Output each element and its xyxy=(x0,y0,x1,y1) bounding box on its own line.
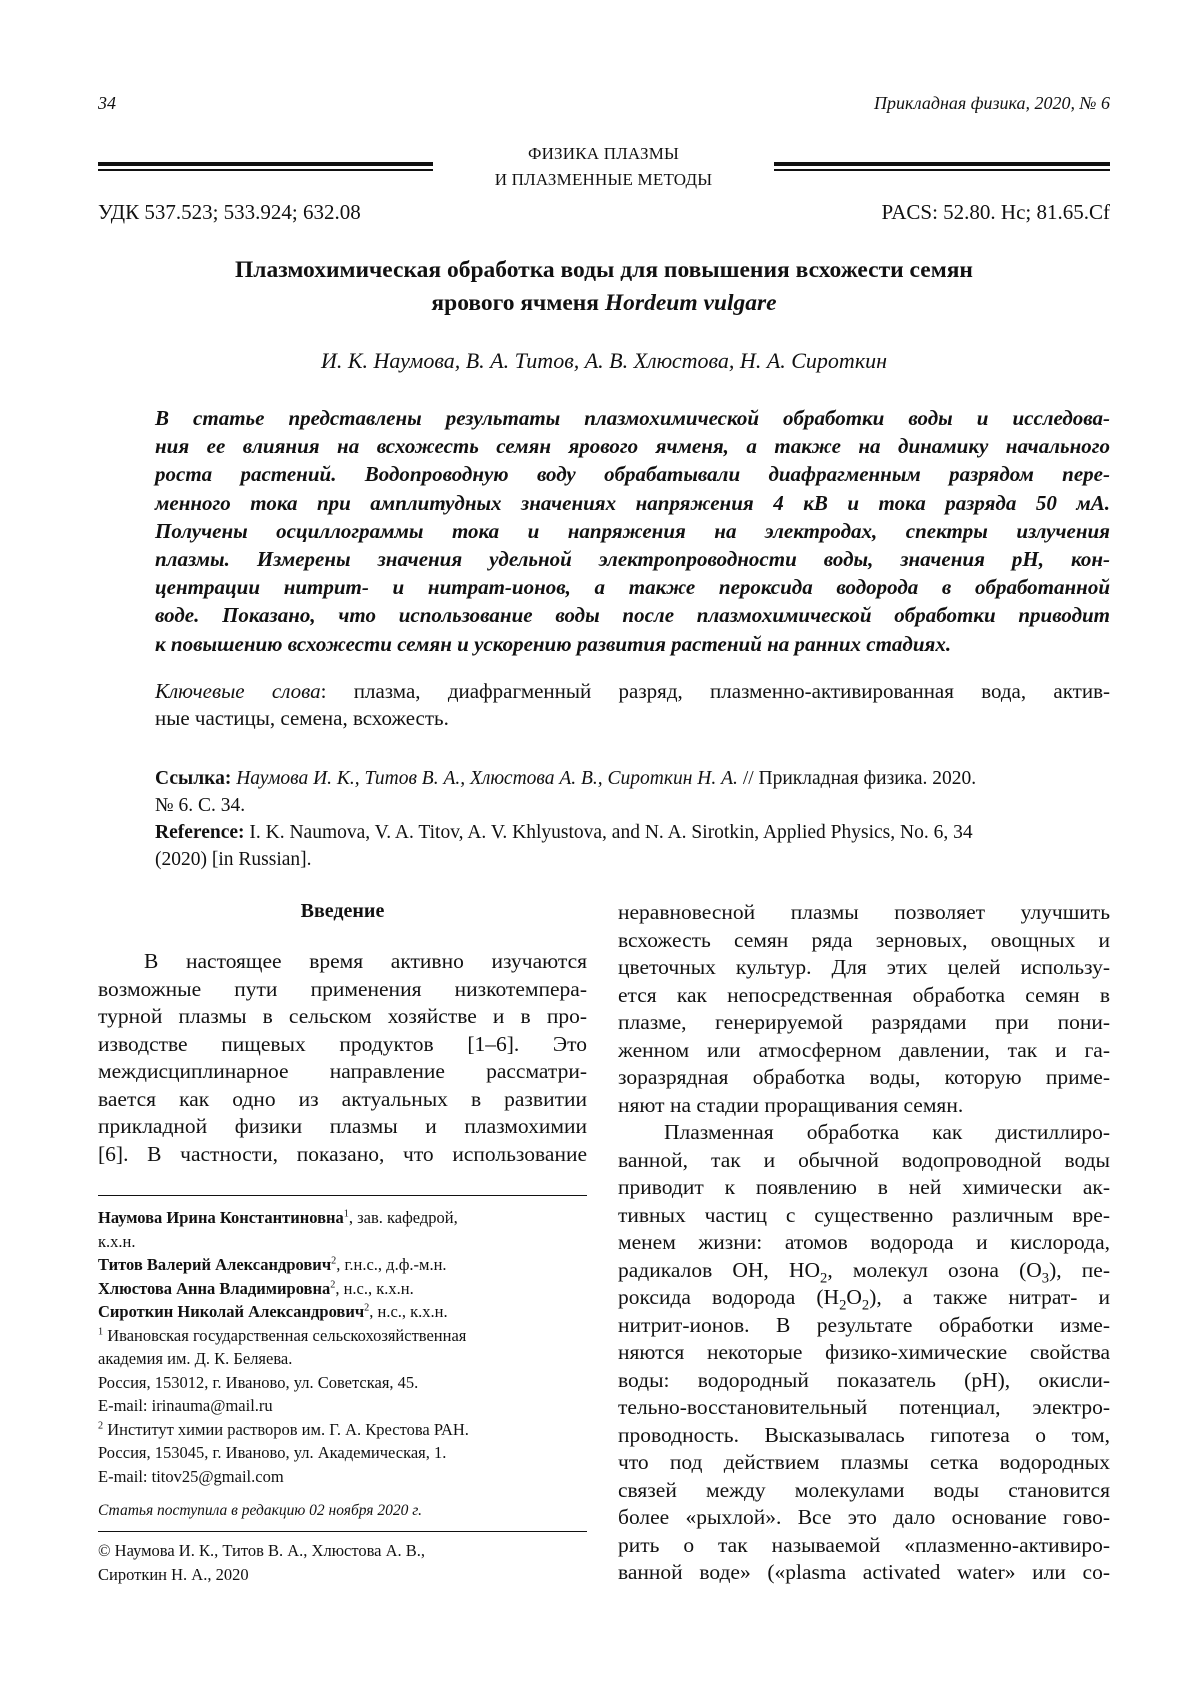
copyright-line: Сироткин Н. А., 2020 xyxy=(98,1563,587,1587)
footnote-line: к.х.н. xyxy=(98,1230,587,1254)
citation-line: № 6. С. 34. xyxy=(155,792,1110,819)
text-segment: роксида водорода (H xyxy=(618,1285,839,1309)
text-segment: ), пе- xyxy=(1049,1258,1110,1282)
body-line: возможные пути применения низкотемпера- xyxy=(98,976,587,1004)
body-line: вается как одно из актуальных в развитии xyxy=(98,1086,587,1114)
body-line: проводность. Высказывалась гипотеза о том, xyxy=(618,1422,1110,1450)
text-segment: I. K. Naumova, V. A. Titov, A. V. Khlyustova, and N. A. Sirotkin, Applied Physics, No. 6, 34 xyxy=(245,822,973,843)
body-line: [6]. В частности, показано, что использование xyxy=(98,1141,587,1169)
abstract-line: плазмы. Измерены значения удельной электропроводности воды, значения pH, кон- xyxy=(155,545,1110,573)
text-segment: Титов Валерий Александрович xyxy=(98,1255,331,1274)
body-line: что под действием плазмы сетка водородных xyxy=(618,1449,1110,1477)
footnote-line xyxy=(98,1324,587,1348)
text-segment: Сироткин Николай Александрович xyxy=(98,1302,364,1321)
citation-line: (2020) [in Russian]. xyxy=(155,846,1110,873)
section-title-introduction: Введение xyxy=(98,897,587,925)
text-segment: Наумова Ирина Константиновна xyxy=(98,1208,344,1227)
keywords-line: ные частицы, семена, всхожесть. xyxy=(155,705,1110,732)
body-line: В настоящее время активно изучаются xyxy=(98,948,587,976)
body-line: турной плазмы в сельском хозяйстве и в про- xyxy=(98,1003,587,1031)
text-segment: Ивановская государственная сельскохозяйственная xyxy=(103,1326,466,1345)
body-line: междисциплинарное направление рассматри- xyxy=(98,1058,587,1086)
body-paragraph xyxy=(618,899,1110,1119)
body-line: менем жизни: атомов водорода и кислорода, xyxy=(618,1229,1110,1257)
abstract-line: к повышению всхожести семян и ускорению развития растений на ранних стадиях. xyxy=(155,630,1110,658)
body-paragraph xyxy=(618,1119,1110,1587)
text-segment: , н.с., к.х.н. xyxy=(335,1279,413,1298)
body-line: всхожесть семян ряда зерновых, овощных и xyxy=(618,927,1110,955)
body-right-column xyxy=(618,899,1110,1587)
text-segment: Hordeum vulgare xyxy=(605,290,777,316)
body-line: няют на стадии проращивания семян. xyxy=(618,1092,1110,1120)
author-list: И. К. Наумова, В. А. Титов, А. В. Хлюстова, Н. А. Сироткин xyxy=(98,347,1110,375)
superscript: 1 xyxy=(344,1209,349,1220)
body-line: прикладной физики плазмы и плазмохимии xyxy=(98,1113,587,1141)
article-title xyxy=(98,254,1110,320)
footnote-line xyxy=(98,1277,587,1301)
text-segment: Институт химии растворов им. Г. А. Крестова РАН. xyxy=(103,1420,469,1439)
abstract xyxy=(155,404,1110,658)
copyright-line: © Наумова И. К., Титов В. А., Хлюстова А. В., xyxy=(98,1539,587,1563)
subscript: 2 xyxy=(839,1297,846,1313)
abstract-line: ния ее влияния на всхожесть семян ярового ячменя, а также на динамику начального xyxy=(155,432,1110,460)
text-segment: , н.с., к.х.н. xyxy=(369,1302,447,1321)
text-segment: ярового ячменя xyxy=(431,290,604,316)
received-date: Статья поступила в редакцию 02 ноября 2020 г. xyxy=(98,1500,587,1522)
abstract-line: центрации нитрит- и нитрат-ионов, а также пероксида водорода в обработанной xyxy=(155,573,1110,601)
body-line xyxy=(618,1257,1110,1285)
body-line: Плазменная обработка как дистиллиро- xyxy=(618,1119,1110,1147)
footnote-line: E-mail: titov25@gmail.com xyxy=(98,1465,587,1489)
body-line: няются некоторые физико-химические свойства xyxy=(618,1339,1110,1367)
body-line: зоразрядная обработка воды, которую приме- xyxy=(618,1064,1110,1092)
body-line: тельно-восстановительный потенциал, электро- xyxy=(618,1394,1110,1422)
section-heading-line: ФИЗИКА ПЛАЗМЫ xyxy=(433,141,774,167)
author-footnotes xyxy=(98,1206,587,1488)
classification-row xyxy=(98,198,1110,226)
abstract-line: роста растений. Водопроводную воду обрабатывали диафрагменным разрядом пере- xyxy=(155,460,1110,488)
citation-line xyxy=(155,819,1110,846)
body-left-column-paragraph xyxy=(98,948,587,1168)
text-segment: : плазма, диафрагменный разряд, плазменно-активированная вода, актив- xyxy=(321,679,1110,703)
body-line: изводстве пищевых продуктов [1–6]. Это xyxy=(98,1031,587,1059)
superscript: 2 xyxy=(331,1256,336,1267)
abstract-line: В статье представлены результаты плазмохимической обработки воды и исследова- xyxy=(155,404,1110,432)
body-line: неравновесной плазмы позволяет улучшить xyxy=(618,899,1110,927)
body-line: рить о так называемой «плазменно-активиро- xyxy=(618,1532,1110,1560)
subscript: 3 xyxy=(1042,1270,1049,1286)
text-segment: , молекул озона (O xyxy=(827,1258,1041,1282)
text-segment: Ссылка: xyxy=(155,768,231,789)
text-segment: ), а также нитрат- и xyxy=(869,1285,1110,1309)
body-line: связей между молекулами воды становится xyxy=(618,1477,1110,1505)
page-number: 34 xyxy=(98,93,116,113)
subscript: 2 xyxy=(862,1297,869,1313)
title-line: Плазмохимическая обработка воды для повышения всхожести семян xyxy=(98,254,1110,287)
body-line: более «рыхлой». Все это дало основание гово- xyxy=(618,1504,1110,1532)
text-segment: // Прикладная физика. 2020. xyxy=(738,768,976,789)
udk-code: УДК 537.523; 533.924; 632.08 xyxy=(98,200,361,224)
footnote-line: Россия, 153012, г. Иваново, ул. Советская, 45. xyxy=(98,1371,587,1395)
subscript: 2 xyxy=(820,1270,827,1286)
section-heading xyxy=(433,141,774,193)
abstract-line: Получены осциллограммы тока и напряжения на электродах, спектры излучения xyxy=(155,517,1110,545)
footnote-line xyxy=(98,1300,587,1324)
title-line xyxy=(98,287,1110,320)
footnote-line: E-mail: irinauma@mail.ru xyxy=(98,1394,587,1418)
text-segment: Reference: xyxy=(155,822,245,843)
body-line: цветочных культур. Для этих целей использу- xyxy=(618,954,1110,982)
text-segment: Хлюстова Анна Владимировна xyxy=(98,1279,330,1298)
footnote-line: Россия, 153045, г. Иваново, ул. Академическая, 1. xyxy=(98,1441,587,1465)
journal-name: Прикладная физика, 2020, № 6 xyxy=(874,90,1110,116)
section-rule-right xyxy=(774,162,1110,171)
body-line: ванной воде» («plasma activated water» или со- xyxy=(618,1559,1110,1587)
text-segment: Ключевые слова xyxy=(155,679,321,703)
body-line: приводит к появлению в ней химически ак- xyxy=(618,1174,1110,1202)
text-segment: , зав. кафедрой, xyxy=(349,1208,458,1227)
abstract-line: воде. Показано, что использование воды после плазмохимической обработки приводит xyxy=(155,601,1110,629)
footnote-line xyxy=(98,1418,587,1442)
keywords-line xyxy=(155,678,1110,705)
copyright-divider xyxy=(98,1531,587,1532)
footnote-divider xyxy=(98,1195,587,1196)
footnote-line xyxy=(98,1206,587,1230)
keywords xyxy=(155,678,1110,732)
body-line: ванной, так и обычной водопроводной воды xyxy=(618,1147,1110,1175)
body-line xyxy=(618,1284,1110,1312)
citation xyxy=(155,765,1110,873)
body-line: нитрит-ионов. В результате обработки изме- xyxy=(618,1312,1110,1340)
text-segment: O xyxy=(846,1285,862,1309)
footnote-line: академия им. Д. К. Беляева. xyxy=(98,1347,587,1371)
abstract-line: менного тока при амплитудных значениях напряжения 4 кВ и тока разряда 50 мА. xyxy=(155,489,1110,517)
section-rule-left xyxy=(98,162,433,171)
superscript: 2 xyxy=(98,1420,103,1431)
text-segment: радикалов OH, HO xyxy=(618,1258,820,1282)
superscript: 1 xyxy=(98,1326,103,1337)
body-line: ется как непосредственная обработка семян в xyxy=(618,982,1110,1010)
text-segment: Наумова И. К., Титов В. А., Хлюстова А. В., Сироткин Н. А. xyxy=(236,768,738,789)
copyright xyxy=(98,1539,587,1586)
running-head xyxy=(98,90,1110,116)
superscript: 2 xyxy=(330,1279,335,1290)
body-line: воды: водородный показатель (pH), окисли- xyxy=(618,1367,1110,1395)
section-heading-line: И ПЛАЗМЕННЫЕ МЕТОДЫ xyxy=(433,167,774,193)
citation-line xyxy=(155,765,1110,792)
body-line: тивных частиц с существенно различным вре- xyxy=(618,1202,1110,1230)
body-line: плазме, генерируемой разрядами при пони- xyxy=(618,1009,1110,1037)
superscript: 2 xyxy=(364,1303,369,1314)
footnote-line xyxy=(98,1253,587,1277)
body-line: женном или атмосферном давлении, так и га- xyxy=(618,1037,1110,1065)
text-segment: , г.н.с., д.ф.-м.н. xyxy=(336,1255,446,1274)
pacs-code: PACS: 52.80. Hc; 81.65.Cf xyxy=(881,198,1110,226)
